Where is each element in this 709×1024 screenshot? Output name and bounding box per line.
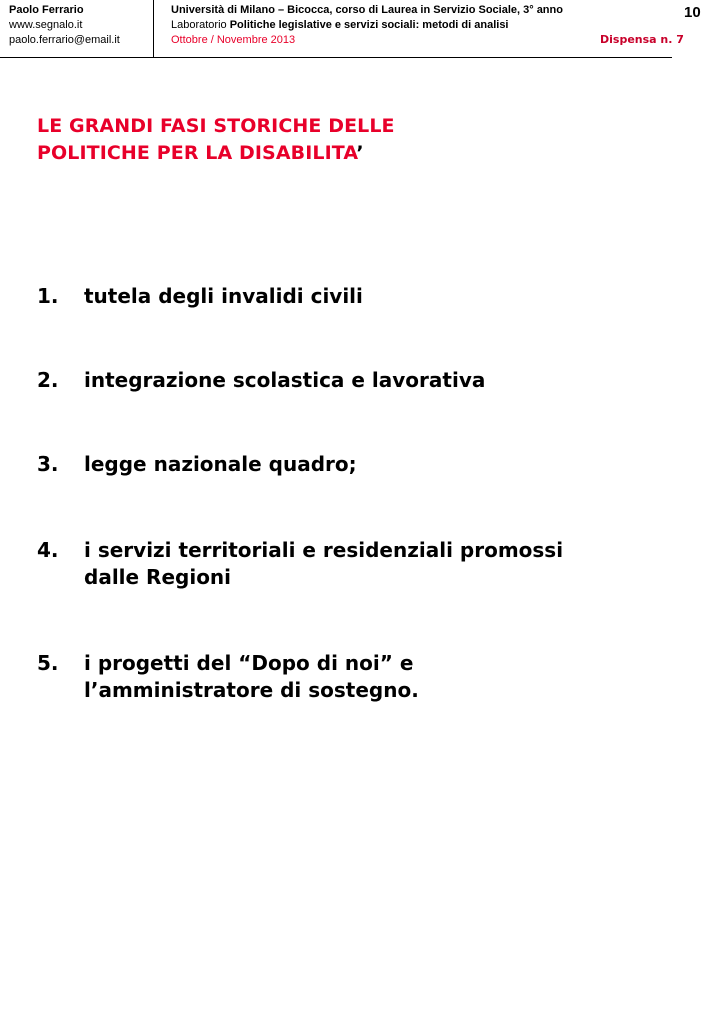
- list-item-line: legge nazionale quadro;: [84, 452, 357, 476]
- list-item-line: dalle Regioni: [84, 565, 232, 589]
- list-item-line: i servizi territoriali e residenziali promossi: [84, 538, 564, 562]
- course-lab-prefix: Laboratorio: [171, 19, 230, 31]
- course-lab-line: [171, 18, 651, 33]
- course-date-line: Ottobre / Novembre 2013: [171, 34, 296, 46]
- title-apostrophe: ’: [356, 142, 364, 164]
- author-website: www.segnalo.it: [9, 19, 83, 31]
- title-line-2: [37, 140, 677, 167]
- list-item-number: 2.: [37, 368, 59, 392]
- dispensa-label: Dispensa n. 7: [600, 33, 684, 46]
- list-item-text: [84, 283, 694, 310]
- page-title: [37, 113, 677, 167]
- header-divider: [153, 0, 154, 57]
- page-number: 10: [684, 4, 701, 21]
- list-item-number: 5.: [37, 651, 59, 675]
- title-line-2-text: POLITICHE PER LA DISABILITA: [37, 142, 357, 164]
- course-block: [171, 3, 651, 48]
- list-item-line: integrazione scolastica e lavorativa: [84, 368, 486, 392]
- author-block: [9, 3, 120, 48]
- list-item-number: 4.: [37, 538, 59, 562]
- course-university-line: Università di Milano – Bicocca, corso di Laurea in Servizio Sociale, 3° anno: [171, 4, 563, 16]
- list-item-number: 3.: [37, 452, 59, 476]
- title-line-1: LE GRANDI FASI STORICHE DELLE: [37, 115, 395, 137]
- author-name: Paolo Ferrario: [9, 4, 84, 16]
- list-item-line: l’amministratore di sostegno.: [84, 678, 419, 702]
- list-item-number: 1.: [37, 284, 59, 308]
- page-header: [0, 0, 709, 58]
- list-item-text: [84, 451, 694, 478]
- list-item-text: [84, 537, 694, 591]
- list-item-text: [84, 650, 694, 704]
- header-rule: [0, 57, 672, 58]
- list-item-line: tutela degli invalidi civili: [84, 284, 363, 308]
- list-item-text: [84, 367, 694, 394]
- author-email: paolo.ferrario@email.it: [9, 34, 120, 46]
- course-lab-title: Politiche legislative e servizi sociali: metodi di analisi: [229, 19, 509, 31]
- list-item-line: i progetti del “Dopo di noi” e: [84, 651, 414, 675]
